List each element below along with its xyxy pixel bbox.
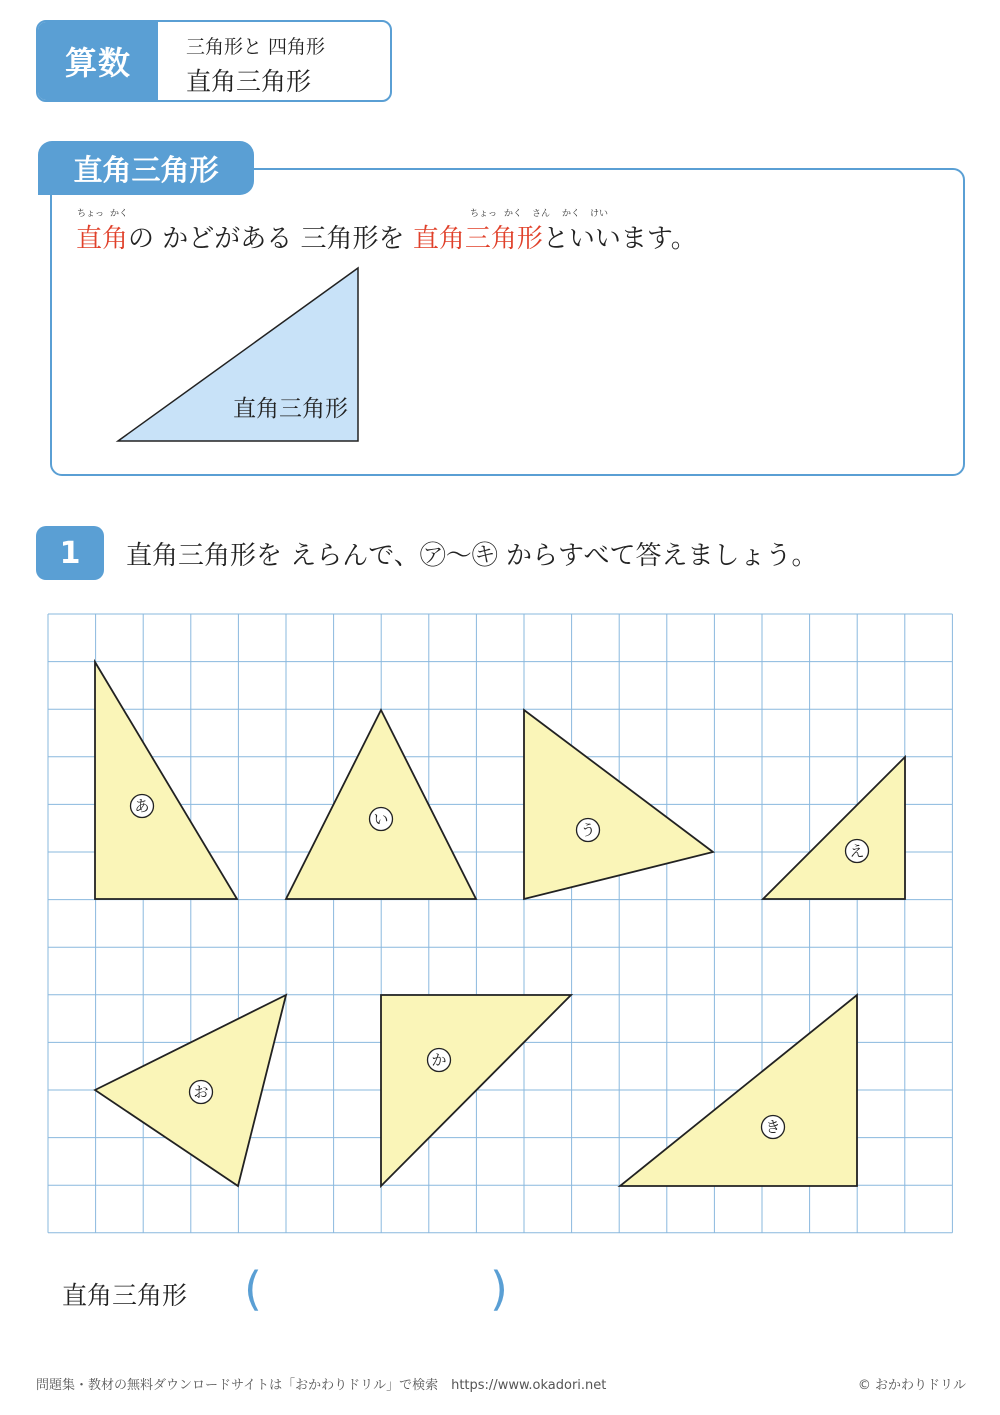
question-text: 直角三角形を えらんで、㋐〜㋖ からすべて答えましょう。 bbox=[126, 541, 818, 571]
subject-badge: 算数 bbox=[38, 22, 158, 100]
ruby-san: さん bbox=[532, 209, 551, 219]
triangle-label-a: あ bbox=[134, 797, 150, 815]
answer-label: 直角三角形 bbox=[62, 1281, 188, 1310]
unit-title: 三角形と 四角形 bbox=[186, 36, 326, 58]
answer-open-paren: ( bbox=[244, 1262, 262, 1316]
ruby-kaku: かく bbox=[110, 209, 129, 219]
footer-copyright: © おかわりドリル bbox=[857, 1378, 966, 1393]
definition-label: 直角三角形 bbox=[38, 141, 254, 195]
ruby-choku: ちょっ bbox=[77, 209, 105, 219]
ruby-kei: けい bbox=[590, 209, 609, 219]
term-right-triangle: 直角三角形 bbox=[412, 224, 543, 254]
triangle-label-o: お bbox=[193, 1083, 209, 1101]
ruby-kaku-3: かく bbox=[562, 209, 581, 219]
ruby-kaku-2: かく bbox=[504, 209, 523, 219]
term-chokkaku: 直角 bbox=[76, 224, 129, 254]
triangle-e bbox=[763, 757, 905, 899]
triangle-label-ki: き bbox=[765, 1118, 781, 1136]
lesson-title: 直角三角形 bbox=[186, 67, 312, 96]
question-number: 1 bbox=[36, 526, 104, 580]
sentence-end: といいます。 bbox=[542, 224, 697, 254]
answer-close-paren: ) bbox=[490, 1262, 508, 1316]
figure-label: 直角三角形 bbox=[233, 396, 348, 422]
triangle-label-e: え bbox=[849, 842, 865, 860]
triangle-label-i: い bbox=[373, 810, 389, 828]
footer-text: 問題集・教材の無料ダウンロードサイトは「おかわりドリル」で検索 https://www.okadori.net bbox=[36, 1378, 607, 1393]
sentence-part: の かどがある 三角形を bbox=[128, 224, 413, 254]
triangle-label-ka: か bbox=[431, 1051, 447, 1069]
ruby-choku-2: ちょっ bbox=[470, 209, 498, 219]
answer-input-area[interactable] bbox=[268, 1270, 490, 1314]
triangle-label-u: う bbox=[580, 821, 596, 839]
triangle-a bbox=[95, 662, 237, 899]
